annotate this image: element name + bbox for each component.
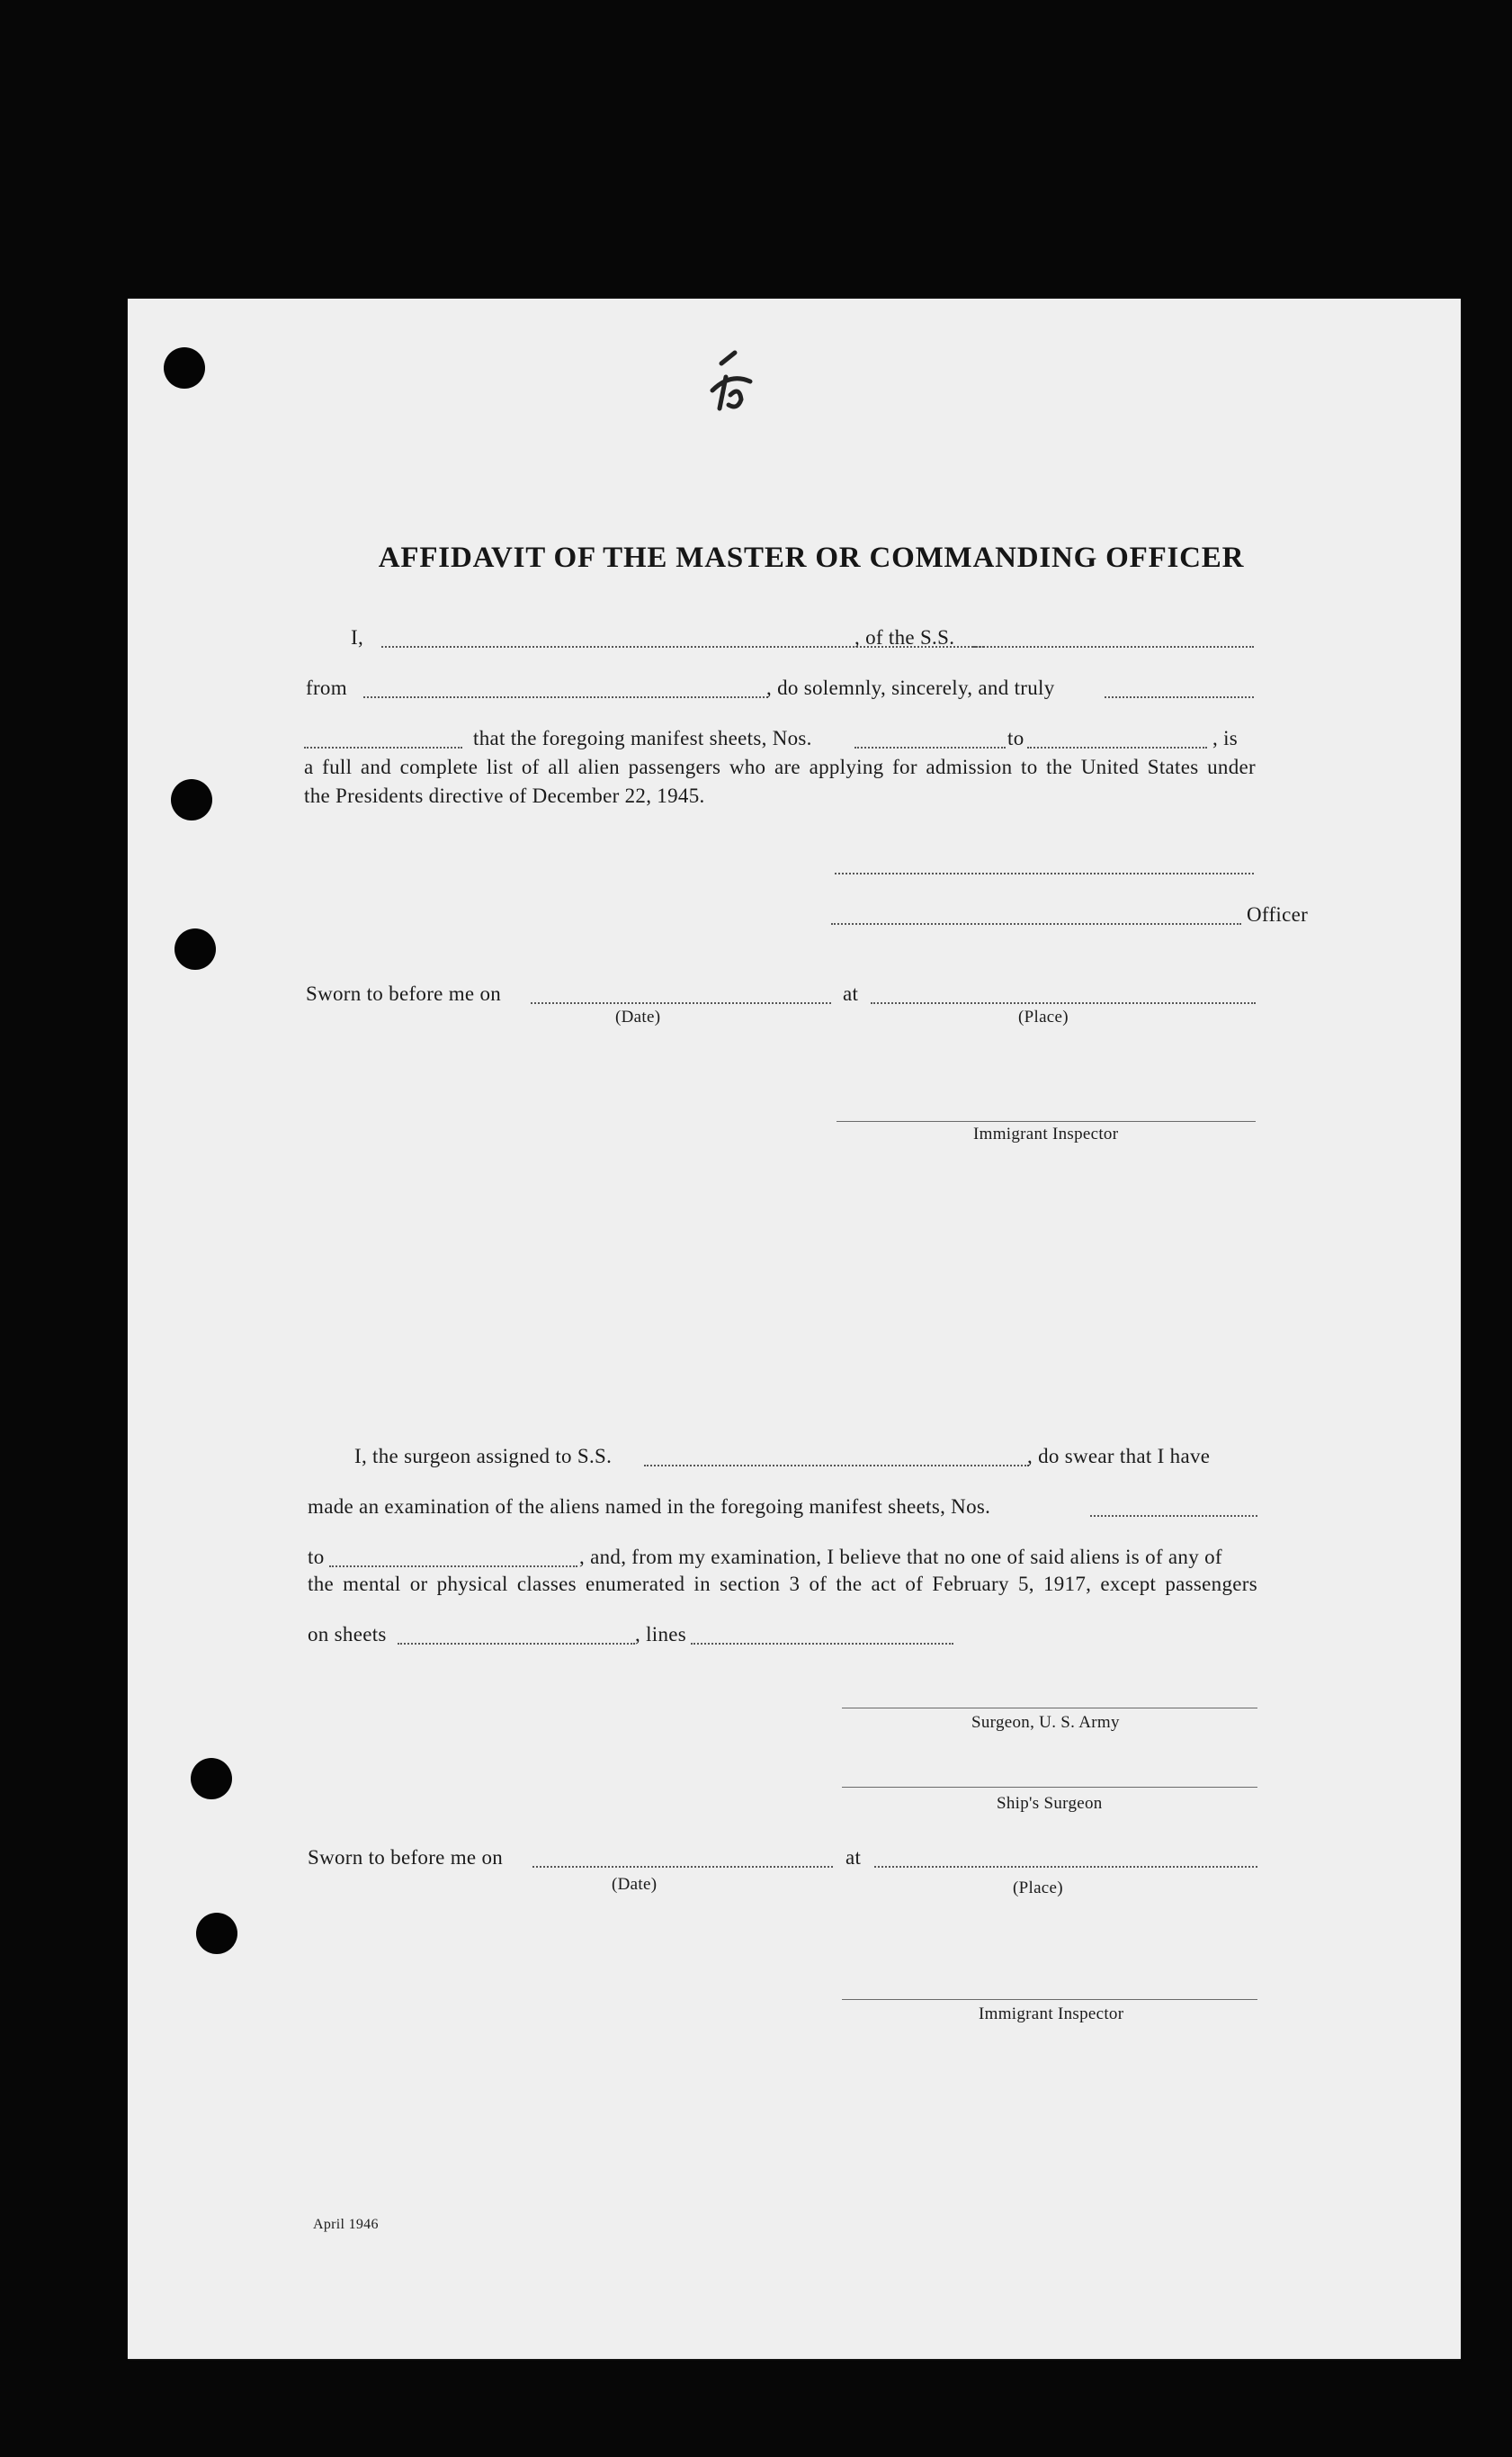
sheets-to-blank[interactable]: [1027, 747, 1207, 749]
swear-blank[interactable]: [304, 747, 462, 749]
punch-hole: [196, 1913, 237, 1954]
lines-blank[interactable]: [691, 1643, 953, 1645]
text-from-exam: , and, from my examination, I believe that no one of said aliens is of any of: [579, 1546, 1222, 1568]
place-caption: (Place): [1018, 1008, 1069, 1027]
text-is: , is: [1212, 727, 1239, 749]
punch-hole: [171, 779, 212, 820]
text-to-surgeon: to: [308, 1546, 325, 1568]
text-inspector: Immigrant Inspector: [973, 1125, 1119, 1143]
text-do-swear: , do swear that I have: [1027, 1445, 1211, 1467]
text-of-ss: , of the S.S.: [854, 626, 955, 649]
ships-surgeon-signature-line[interactable]: [842, 1787, 1257, 1788]
text-to: to: [1007, 727, 1024, 749]
on-sheets-blank[interactable]: [398, 1643, 635, 1645]
surgeon-to-blank[interactable]: [329, 1565, 577, 1567]
text-full-list: a full and complete list of all alien passengers who are applying for admission to the United States under: [304, 756, 1256, 778]
signature-blank[interactable]: [835, 873, 1254, 874]
form-title: AFFIDAVIT OF THE MASTER OR COMMANDING OFFICER: [378, 542, 1245, 574]
sheets-from-blank[interactable]: [854, 747, 1006, 749]
surgeon-ship-blank[interactable]: [644, 1465, 1029, 1466]
text-solemnly: , do solemnly, sincerely, and truly: [766, 677, 1055, 699]
surgeon-sworn-date-blank[interactable]: [532, 1866, 833, 1868]
place-caption-surgeon: (Place): [1013, 1879, 1063, 1897]
text-sworn: Sworn to before me on: [306, 982, 502, 1005]
ship-name-blank[interactable]: [973, 646, 1254, 648]
text-i: I,: [351, 626, 364, 649]
sworn-place-blank[interactable]: [871, 1002, 1256, 1004]
text-officer: Officer: [1247, 903, 1309, 926]
port-blank[interactable]: [363, 696, 768, 698]
footer-date: April 1946: [313, 2217, 379, 2232]
punch-hole: [174, 928, 216, 970]
punch-hole: [191, 1758, 232, 1799]
officer-blank[interactable]: [831, 923, 1241, 925]
text-on-sheets: on sheets: [308, 1623, 387, 1645]
text-from: from: [306, 677, 347, 699]
surgeon-sheets-blank[interactable]: [1090, 1515, 1257, 1517]
punch-hole: [164, 347, 205, 389]
text-ships-surgeon: Ship's Surgeon: [997, 1794, 1103, 1813]
text-lines: , lines: [635, 1623, 687, 1645]
text-that-sheets: that the foregoing manifest sheets, Nos.: [473, 727, 812, 749]
text-army-surgeon: Surgeon, U. S. Army: [971, 1713, 1120, 1732]
text-made-exam: made an examination of the aliens named in the foregoing manifest sheets, Nos.: [308, 1495, 991, 1518]
text-mental-classes: the mental or physical classes enumerated in section 3 of the act of February 5, 1917, except passengers: [308, 1573, 1257, 1595]
oath-blank[interactable]: [1105, 696, 1254, 698]
text-directive: the Presidents directive of December 22, 1945.: [304, 785, 705, 807]
inspector-signature-line[interactable]: [837, 1121, 1256, 1122]
handwritten-mark-icon: [685, 345, 775, 417]
sworn-date-blank[interactable]: [531, 1002, 831, 1004]
surgeon-sworn-place-blank[interactable]: [874, 1866, 1257, 1868]
date-caption-surgeon: (Date): [612, 1875, 658, 1894]
text-sworn-surgeon: Sworn to before me on: [308, 1846, 504, 1869]
text-surgeon-assigned: I, the surgeon assigned to S.S.: [354, 1445, 613, 1467]
date-caption: (Date): [615, 1008, 661, 1027]
text-inspector-surgeon: Immigrant Inspector: [979, 2004, 1124, 2023]
text-at: at: [843, 982, 859, 1005]
surgeon-inspector-signature-line[interactable]: [842, 1999, 1257, 2000]
text-at-surgeon: at: [845, 1846, 862, 1869]
form-page: [128, 299, 1461, 2359]
